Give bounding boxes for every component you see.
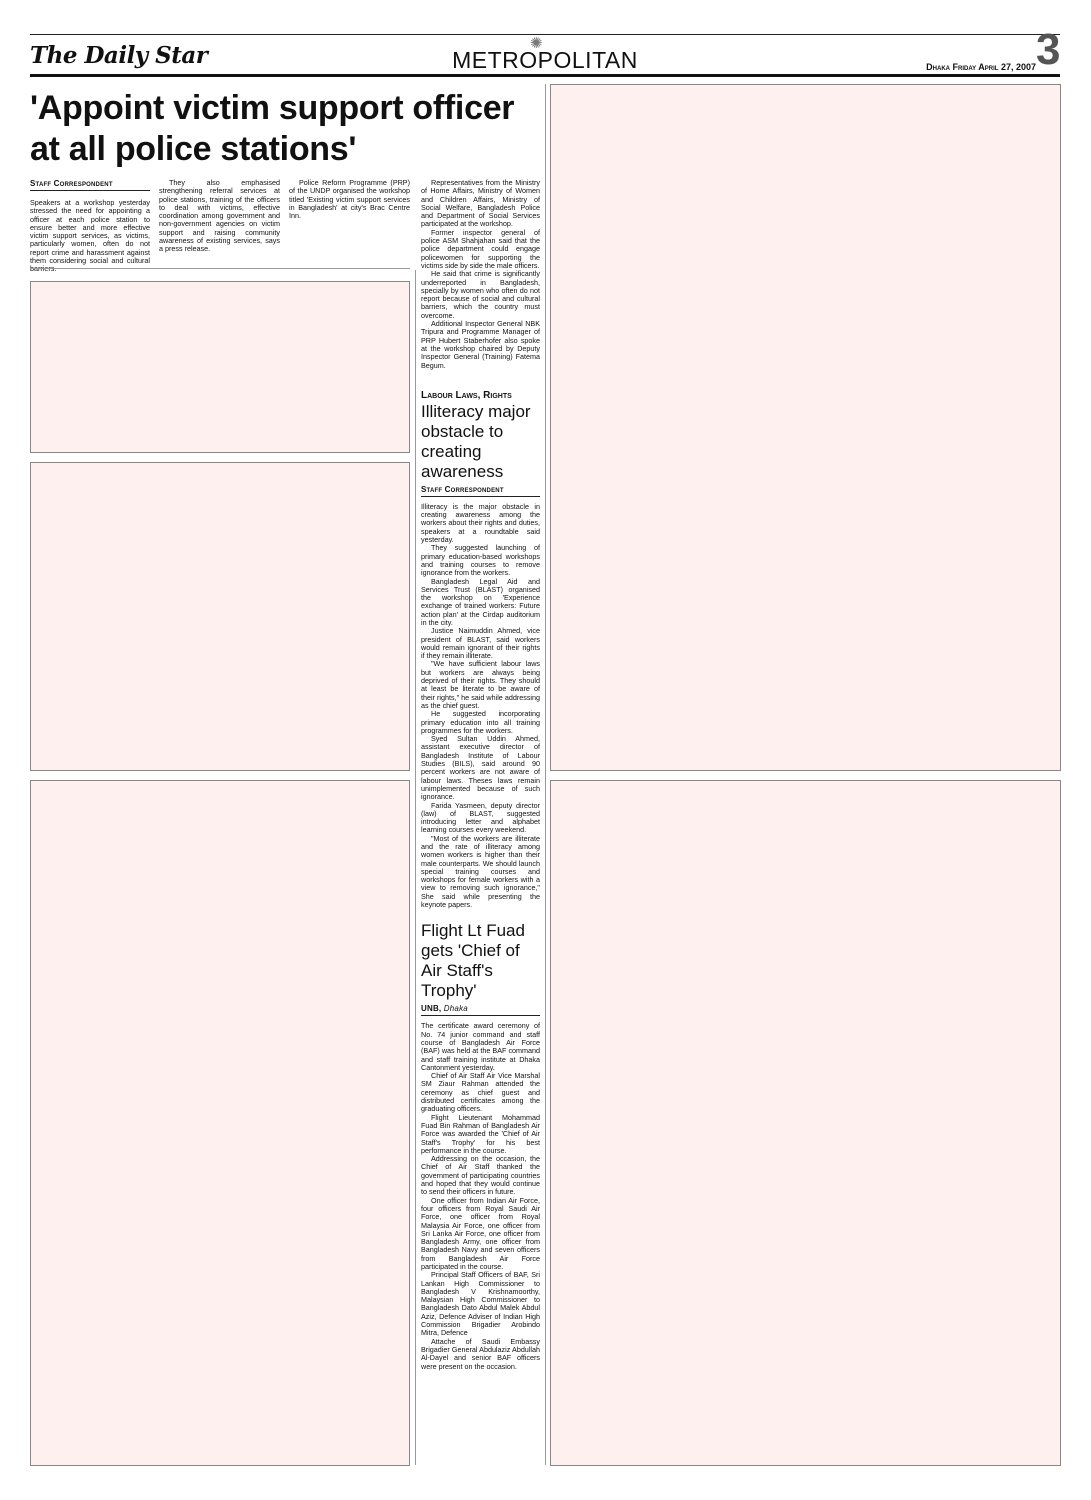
section-title: METROPOLITAN xyxy=(452,47,638,73)
lead-paragraph: He said that crime is significantly underreported in Bangladesh, specially by women who often do not report because of social and cultural barriers, which the country must overcome. xyxy=(421,269,540,320)
lead-paragraph: Police Reform Programme (PRP) of the UNDP organised the workshop titled 'Existing victim support services in Bangladesh' at city's Brac Centre Inn. xyxy=(289,178,410,221)
story-paragraph: Justice Naimuddin Ahmed, vice president of BLAST, said workers would remain ignorant of their rights if they remain illiterate. xyxy=(421,626,540,661)
masthead-top-rule xyxy=(30,34,1060,35)
sun-icon: ✺ xyxy=(530,35,543,52)
story-labour xyxy=(421,390,540,910)
ad-box-right-2 xyxy=(550,780,1061,1466)
column-separator xyxy=(415,270,416,1465)
lead-paragraph: Additional Inspector General NBK Tripura and Programme Manager of PRP Hubert Staberhofer also spoke at the workshop chaired by Deputy Inspector General (Training) Fatema Begum. xyxy=(421,319,540,370)
story-paragraph: Illiteracy is the major obstacle in creating awareness among the workers about their rights and duties, speakers at a roundtable said yesterday. xyxy=(421,501,540,545)
lead-headline: 'Appoint victim support officer at all police stations' xyxy=(30,89,515,168)
story-paragraph: Syed Sultan Uddin Ahmed, assistant executive director of Bangladesh Institute of Labour Studies (BILS), said around 90 percent workers are not aware of labour laws. Theses laws remain unimplemented because of such ignorance. xyxy=(421,734,540,802)
right-news-column xyxy=(421,179,540,1371)
story-headline: Illiteracy major obstacle to creating awareness xyxy=(421,401,531,481)
ad-box-left-3 xyxy=(30,780,410,1466)
story-paragraph: The certificate award ceremony of No. 74 junior command and staff course of Bangladesh Air Force (BAF) was held at the BAF command and staff training institute at Dhaka Cantonment yesterday. xyxy=(421,1021,540,1072)
lead-paragraph: They also emphasised strengthening referral services at police stations, training of the officers to deal with victims, effective coordination among government and non-government agencies on victim support and raising community awareness of existing services, says a press release. xyxy=(159,178,280,254)
story-paragraph: Chief of Air Staff Air Vice Marshal SM Ziaur Rahman attended the ceremony as chief guest and distributed certificates among the graduating officers. xyxy=(421,1071,540,1114)
story-paragraph: Bangladesh Legal Aid and Services Trust (BLAST) organised the workshop on 'Experience exchange of trained workers: Future action plan' at the Cirdap auditorium in the city. xyxy=(421,576,540,627)
lead-divider xyxy=(30,268,410,269)
column-separator xyxy=(545,84,546,1465)
story-paragraph: Addressing on the occasion, the Chief of Air Staff thanked the government of participating countries and hoped that they would continue to send their officers in future. xyxy=(421,1154,540,1197)
story-paragraph: "We have sufficient labour laws but workers are always being deprived of their rights. They should at least be literate to be aware of their rights," he said while addressing as the chief guest. xyxy=(421,659,540,710)
newspaper-logo: The Daily Star xyxy=(30,42,208,69)
lead-paragraph: Speakers at a workshop yesterday stressed the need for appointing a officer at each police station to ensure better and more effective victim support services, as victims, particularly women, often do not report crime and harassment against them considering social and cultural xyxy=(30,198,150,266)
story-air-force xyxy=(421,921,540,1370)
lead-paragraph: Representatives from the Ministry of Home Affairs, Ministry of Women and Children Affairs, Ministry of Social Welfare, Bangladesh Police and Department of Social Services participated at the workshop. xyxy=(421,178,540,229)
story-byline-place: Dhaka xyxy=(443,1004,468,1014)
lead-column-3 xyxy=(289,179,410,220)
story-paragraph: "Most of the workers are illiterate and the rate of illiteracy among women workers is higher than their male counterparts. We should launch special training courses and workshops for female workers with a view to removing such ignorance," She said while presenting the keynote papers. xyxy=(421,833,540,910)
story-paragraph: Attache of Saudi Embassy Brigadier General Abdulaziz Abdullah Al-Dayel and senior BAF officers were present on the occasion. xyxy=(421,1336,540,1371)
lead-byline: Staff Correspondent xyxy=(30,179,150,191)
lead-column-1 xyxy=(30,179,150,274)
lead-paragraph: Former inspector general of police ASM Shahjahan said that the police department could engage policewomen for supporting the victims side by side the male officers. xyxy=(421,227,540,270)
story-headline: Flight Lt Fuad gets 'Chief of Air Staff's Trophy' xyxy=(421,921,525,1001)
story-kicker: Labour Laws, Rights xyxy=(421,389,512,401)
story-byline: Staff Correspondent xyxy=(421,485,540,497)
page-dateline: Dhaka Friday April 27, 2007 xyxy=(926,62,1036,72)
story-byline-agency: UNB, xyxy=(421,1004,442,1014)
ad-box-left-1 xyxy=(30,281,410,453)
ad-box-right-1 xyxy=(550,84,1061,771)
masthead-bottom-rule xyxy=(30,74,1060,77)
story-byline xyxy=(421,1004,540,1016)
lead-column-2 xyxy=(159,179,280,254)
story-paragraph: Principal Staff Officers of BAF, Sri Lankan High Commissioner to Bangladesh V Krishnamoorthy, Malaysian High Commissioner to Bangladesh Dato Abdul Malek Abdul Aziz, Defence Adviser of Indian High Commission Brigadier Arobindo Mitra, Defence xyxy=(421,1270,540,1338)
ad-box-left-2 xyxy=(30,462,410,771)
story-paragraph: They suggested launching of primary education-based workshops and training courses to remove ignorance from the workers. xyxy=(421,543,540,578)
story-paragraph: Flight Lieutenant Mohammad Fuad Bin Rahman of Bangladesh Air Force was awarded the 'Chief of Air Staff's Trophy' for his best performance in the course. xyxy=(421,1112,540,1155)
page-number: 3 xyxy=(1036,25,1061,74)
story-paragraph: Farida Yasmeen, deputy director (law) of BLAST, suggested introducing letter and alphabet learning courses every weekend. xyxy=(421,800,540,835)
story-paragraph: He suggested incorporating primary education into all training programmes for the workers. xyxy=(421,709,540,735)
story-paragraph: One officer from Indian Air Force, four officers from Royal Saudi Air Force, one officer from Royal Malaysia Air Force, one officer from Sri Lanka Air Force, one officer from Bangladesh Army, one officer from Bangladesh Navy and seven officers from Bangladesh Air Force participated in the course. xyxy=(421,1195,540,1271)
